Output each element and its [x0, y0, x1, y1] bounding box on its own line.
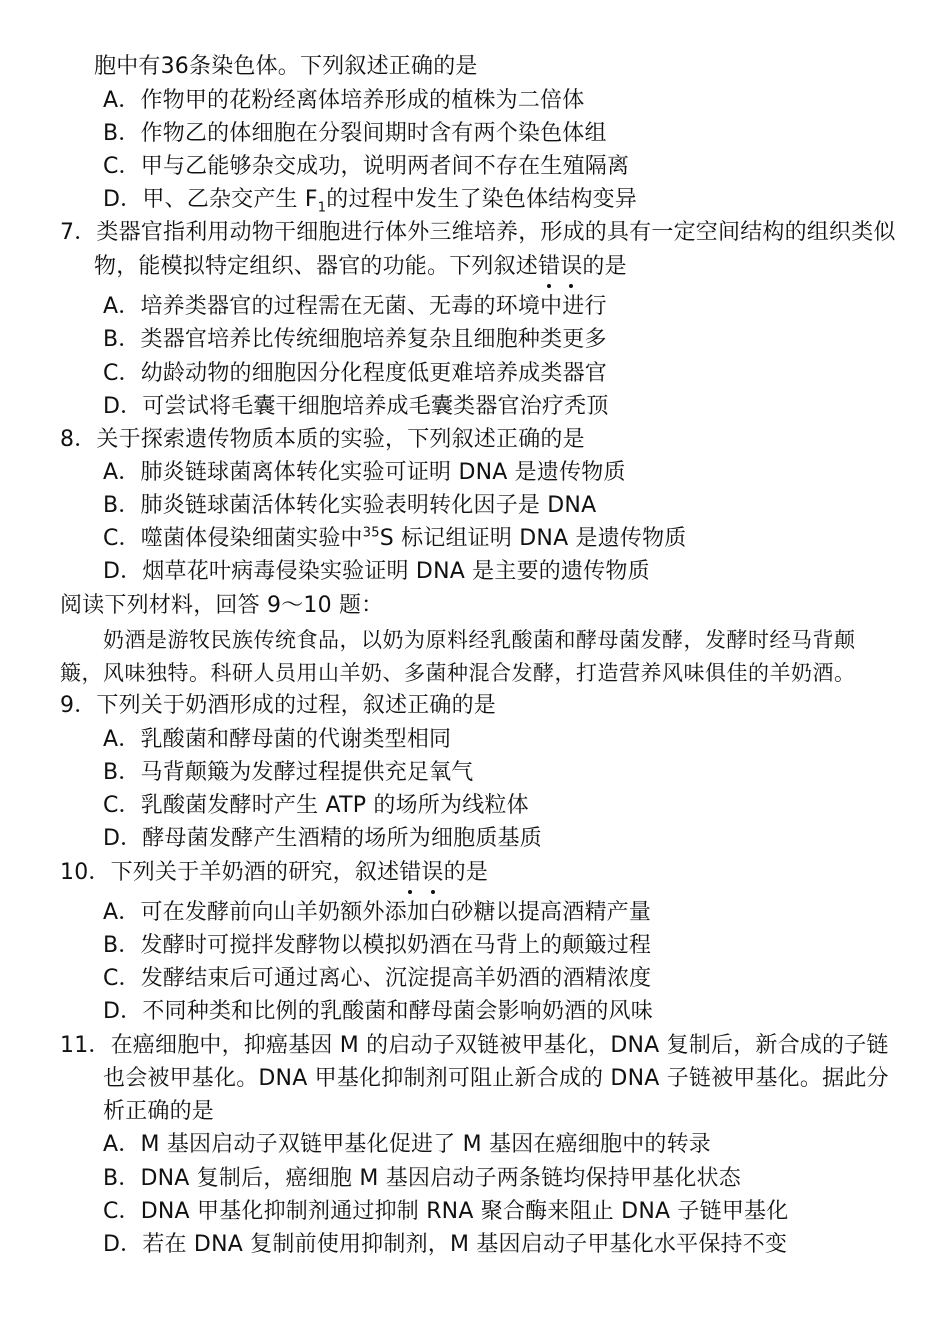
q6-stem-continuation: 胞中有36条染色体。下列叙述正确的是	[94, 54, 478, 79]
material-paragraph-line1: 奶酒是游牧民族传统食品，以奶为原料经乳酸菌和酵母菌发酵，发酵时经马背颠	[103, 628, 856, 652]
q6-option-d-pre: D．甲、乙杂交产生 F	[103, 187, 318, 212]
q7-emphasis-char1: 错	[538, 252, 560, 282]
q11-stem-line2: 也会被甲基化。DNA 甲基化抑制剂可阻止新合成的 DNA 子链被甲基化。据此分	[103, 1066, 889, 1091]
q6-option-b: B．作物乙的体细胞在分裂间期时含有两个染色体组	[103, 121, 607, 146]
q9-option-d: D．酵母菌发酵产生酒精的场所为细胞质基质	[103, 826, 542, 851]
material-intro: 阅读下列材料，回答 9～10 题：	[60, 593, 384, 618]
q9-stem-text: 下列关于奶酒形成的过程，叙述正确的是	[96, 693, 497, 718]
q8-option-a: A．肺炎链球菌离体转化实验可证明 DNA 是遗传物质	[103, 460, 626, 485]
q8-option-c-superscript: 35	[362, 525, 380, 541]
q8-option-d: D．烟草花叶病毒侵染实验证明 DNA 是主要的遗传物质	[103, 559, 650, 584]
q7-option-a: A．培养类器官的过程需在无菌、无毒的环境中进行	[103, 294, 607, 319]
q6-option-d-post: 的过程中发生了染色体结构变异	[326, 187, 638, 212]
q11-option-b: B．DNA 复制后，癌细胞 M 基因启动子两条链均保持甲基化状态	[103, 1166, 741, 1191]
q9-stem	[60, 691, 496, 721]
q7-stem-text2: 物，能模拟特定组织、器官的功能。下列叙述	[94, 254, 539, 279]
q7-stem-line2	[94, 252, 627, 282]
q7-emphasis-char2: 误	[560, 252, 582, 282]
q7-stem-text3: 的是	[582, 254, 627, 279]
q9-option-b: B．马背颠簸为发酵过程提供充足氧气	[103, 760, 474, 785]
q7-option-b: B．类器官培养比传统细胞培养复杂且细胞种类更多	[103, 327, 607, 352]
q10-stem	[60, 858, 488, 888]
q6-option-d-subscript: 1	[317, 200, 327, 216]
q6-option-d	[103, 185, 637, 215]
q10-stem-text1: 下列关于羊奶酒的研究，叙述	[110, 860, 400, 885]
q6-option-a: A．作物甲的花粉经离体培养形成的植株为二倍体	[103, 88, 585, 113]
q11-stem-text1: 在癌细胞中，抑癌基因 M 的启动子双链被甲基化，DNA 复制后，新合成的子链	[110, 1033, 889, 1058]
q9-option-a: A．乳酸菌和酵母菌的代谢类型相同	[103, 727, 452, 752]
q11-number: 11．	[60, 1033, 111, 1058]
q10-emphasis-char1: 错	[399, 858, 421, 888]
q6-option-c: C．甲与乙能够杂交成功，说明两者间不存在生殖隔离	[103, 154, 630, 179]
q8-option-c	[103, 524, 687, 554]
q11-option-d: D．若在 DNA 复制前使用抑制剂，M 基因启动子甲基化水平保持不变	[103, 1232, 788, 1257]
q10-option-a: A．可在发酵前向山羊奶额外添加白砂糖以提高酒精产量	[103, 900, 652, 925]
q8-option-c-pre: C．噬菌体侵染细菌实验中	[103, 526, 363, 551]
q7-option-d: D．可尝试将毛囊干细胞培养成毛囊类器官治疗秃顶	[103, 394, 609, 419]
q11-option-a: A．M 基因启动子双链甲基化促进了 M 基因在癌细胞中的转录	[103, 1132, 711, 1157]
q11-stem-line3: 析正确的是	[103, 1099, 215, 1124]
q8-number: 8．	[60, 427, 97, 452]
q7-number: 7．	[60, 220, 97, 245]
q9-option-c: C．乳酸菌发酵时产生 ATP 的场所为线粒体	[103, 793, 529, 818]
q8-option-b: B．肺炎链球菌活体转化实验表明转化因子是 DNA	[103, 493, 597, 518]
q8-stem-text: 关于探索遗传物质本质的实验，下列叙述正确的是	[96, 427, 585, 452]
q11-option-c: C．DNA 甲基化抑制剂通过抑制 RNA 聚合酶来阻止 DNA 子链甲基化	[103, 1199, 789, 1224]
q10-option-c: C．发酵结束后可通过离心、沉淀提高羊奶酒的酒精浓度	[103, 966, 652, 991]
q8-stem	[60, 425, 585, 455]
q7-stem-text1: 类器官指利用动物干细胞进行体外三维培养，形成的具有一定空间结构的组织类似	[96, 220, 896, 245]
q10-stem-text2: 的是	[443, 860, 489, 885]
q7-option-c: C．幼龄动物的细胞因分化程度低更难培养成类器官	[103, 361, 607, 386]
q7-stem-line1	[60, 218, 896, 248]
q10-emphasis-char2: 误	[421, 858, 443, 888]
q11-stem-line1	[60, 1031, 889, 1061]
q9-number: 9．	[60, 693, 97, 718]
material-paragraph-line2: 簸，风味独特。科研人员用山羊奶、多菌种混合发酵，打造营养风味俱佳的羊奶酒。	[60, 661, 856, 685]
q10-option-b: B．发酵时可搅拌发酵物以模拟奶酒在马背上的颠簸过程	[103, 933, 652, 958]
q8-option-c-post: S 标记组证明 DNA 是遗传物质	[379, 526, 687, 551]
q10-option-d: D．不同种类和比例的乳酸菌和酵母菌会影响奶酒的风味	[103, 999, 653, 1024]
q10-number: 10．	[60, 860, 111, 885]
